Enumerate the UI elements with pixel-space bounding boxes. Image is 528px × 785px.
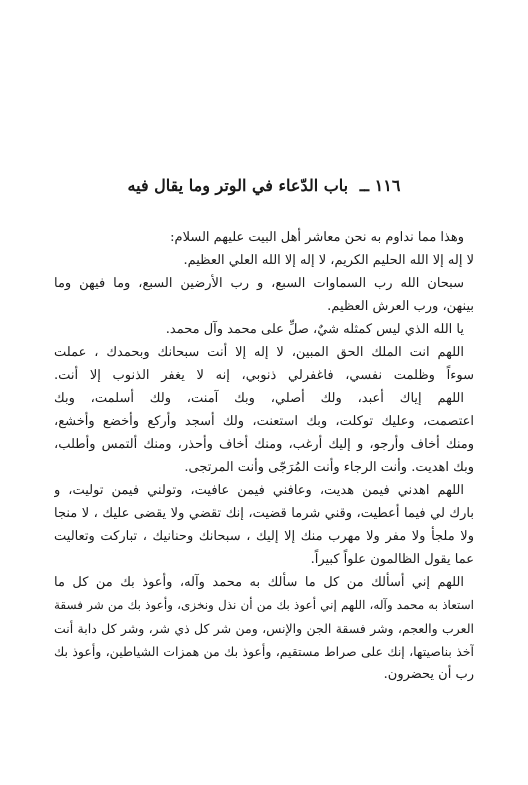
text-line: اللهم إياك أعبد، ولك أصلي، وبك آمنت، ولك أسلمت، وبك	[54, 391, 464, 406]
supplication-text	[54, 226, 474, 686]
text-line: لا إله إلا الله الحليم الكريم، لا إله إلا الله العلي العظيم.	[183, 253, 474, 268]
text-line: سوءاً وظلمت نفسي، فاغفرلي ذنوبي، إنه لا يغفر الذنوب إلا أنت.	[54, 368, 474, 383]
text-line: استعاذ به محمد وآله، اللهم إني أعوذ بك من أن نذل ونخزى، وأعوذ بك من شر فسقة	[54, 598, 474, 612]
text-line: آخذ بناصيتها، إنك على صراط مستقيم، وأعوذ بك من همزات الشياطين، وأعوذ بك	[54, 644, 474, 659]
text-line: اللهم انت الملك الحق المبين، لا إله إلا أنت سبحانك وبحمدك ، عملت	[54, 345, 464, 360]
chapter-title: باب الدّعاء في الوتر وما يقال فيه	[127, 176, 349, 195]
text-line: بينهن، ورب العرش العظيم.	[327, 299, 474, 314]
chapter-number: ١١٦ ــ	[359, 176, 401, 195]
text-line: العرب والعجم، وشر فسقة الجن والإنس، ومن شر كل ذي شر، وشر كل دابة أنت	[54, 621, 474, 636]
text-line: وهذا مما نداوم به نحن معاشر أهل البيت عليهم السلام:	[170, 230, 464, 245]
text-line: عما يقول الظالمون علواً كبيراً.	[310, 552, 474, 567]
text-line: سبحان الله رب السماوات السبع، و رب الأرضين السبع، وما فيهن وما	[54, 276, 464, 291]
text-line: بارك لي فيما أعطيت، وقني شرما قضيت، إنك تقضي ولا يقضى عليك ، لا منجا	[54, 506, 474, 521]
text-line: رب أن يحضرون.	[383, 667, 474, 682]
text-line: ولا ملجأ ولا مفر ولا مهرب منك إلا إليك ، سبحانك وحنانيك ، تباركت وتعاليت	[54, 529, 474, 544]
text-line: يا الله الذي ليس كمثله شيٌ، صلِّ على محمد وآل محمد.	[165, 322, 464, 337]
text-line: اللهم إني أسألك من كل ما سألك به محمد وآله، وأعوذ بك من كل ما	[54, 575, 464, 590]
text-line: اللهم اهدني فيمن هديت، وعافني فيمن عافيت، وتولني فيمن توليت، و	[54, 483, 464, 498]
text-line: اعتصمت، وعليك توكلت، وبك استعنت، ولك أسجد وأركع وأخضع وأخشع،	[54, 414, 474, 429]
text-line: وبك اهديت. وأنت الرجاء وأنت المُرَجّى وأنت المرتجى.	[184, 460, 474, 475]
chapter-heading	[40, 176, 488, 195]
text-line: ومنك أخاف وأرجو، و إليك أرغب، ومنك أخاف وأحذر، ومنك ألتمس وأطلب،	[54, 437, 474, 452]
